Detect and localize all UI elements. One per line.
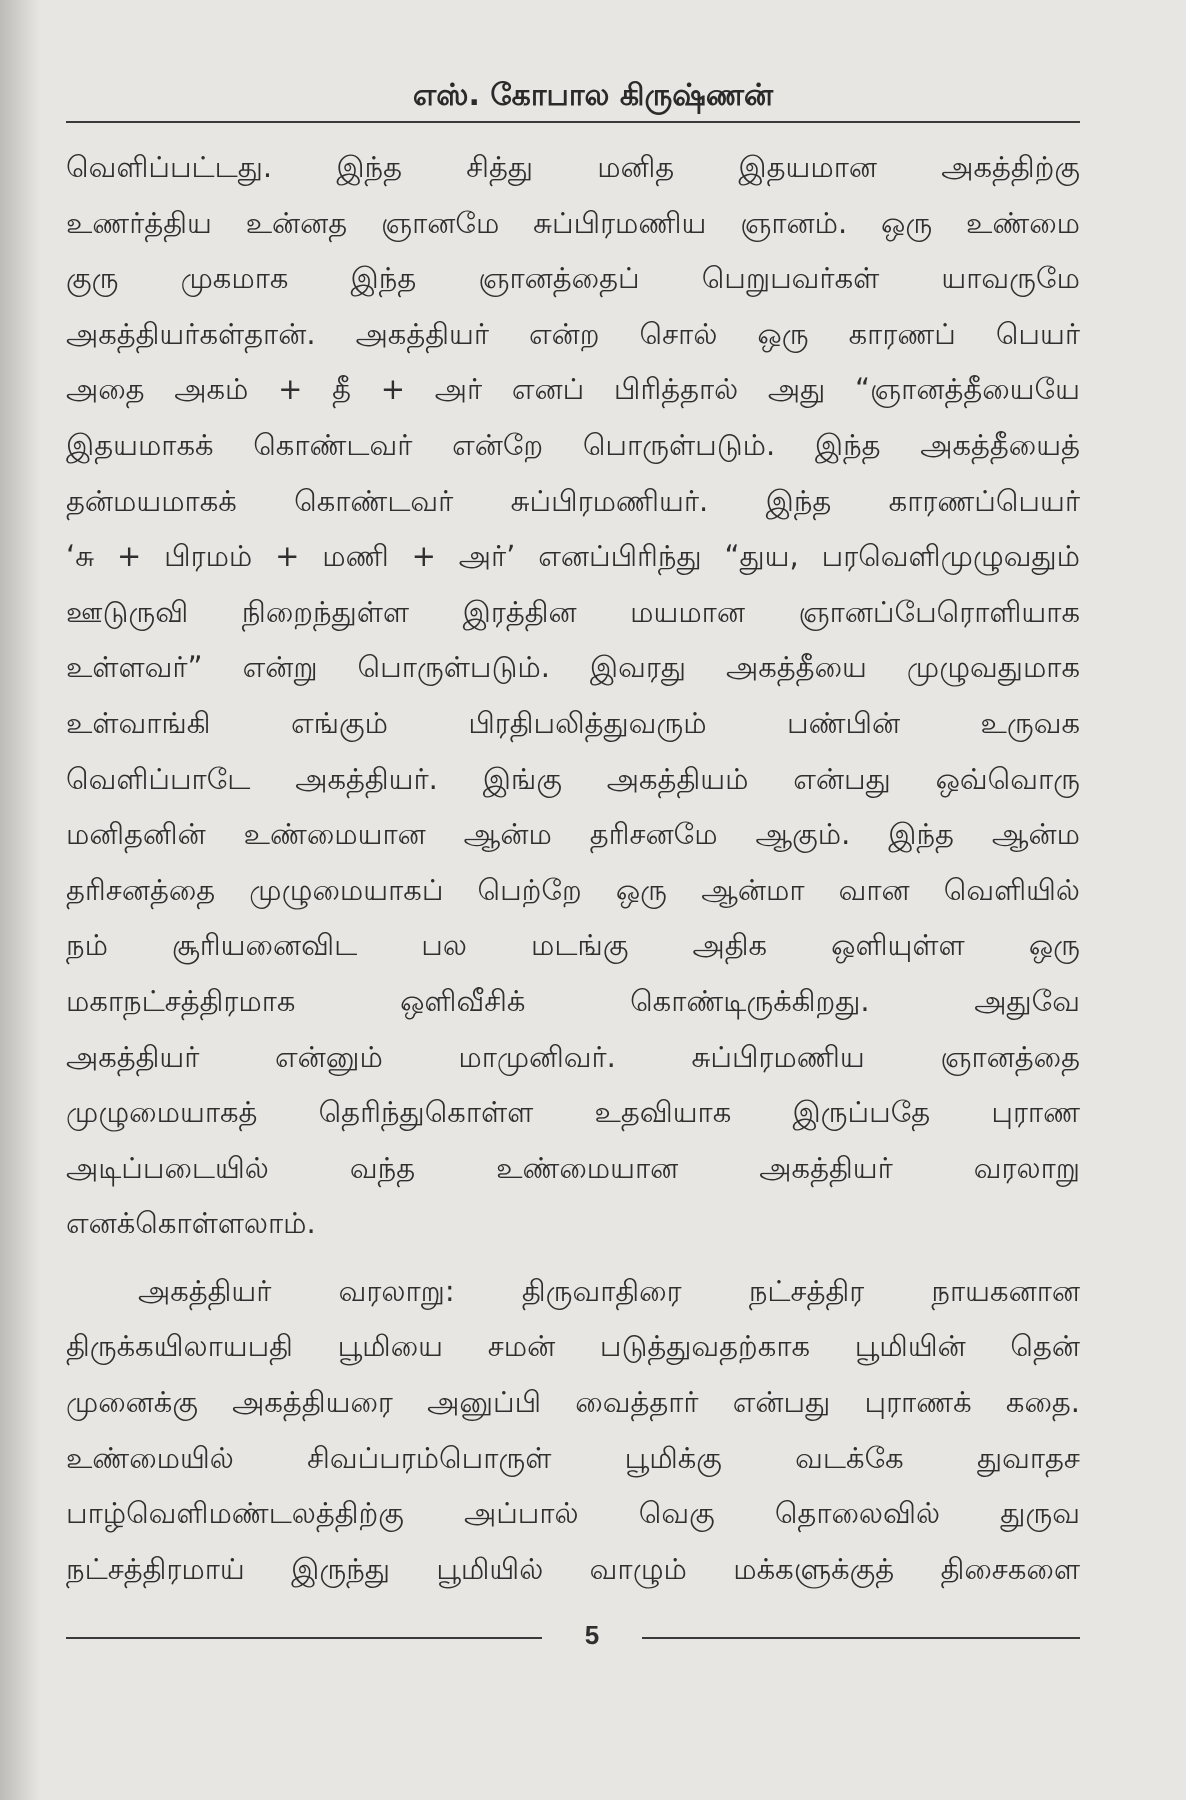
text-line: உள்வாங்கி எங்கும் பிரதிபலித்துவரும் பண்பின் உருவக xyxy=(66,705,1080,740)
paragraph-2 xyxy=(66,1264,1080,1598)
text-line: முழுமையாகத் தெரிந்துகொள்ள உதவியாக இருப்பதே புராண xyxy=(66,1095,1080,1130)
text-line: வெளிப்பாடே அகத்தியர். இங்கு அகத்தியம் என்பது ஒவ்வொரு xyxy=(66,761,1080,796)
footer-rule-right xyxy=(642,1637,1080,1639)
page-body xyxy=(66,140,1080,1597)
text-line: அகத்தியர் வரலாறு: திருவாதிரை நட்சத்திர நாயகனான xyxy=(138,1273,1080,1308)
paragraph-1 xyxy=(66,140,1080,1252)
text-line: முனைக்கு அகத்தியரை அனுப்பி வைத்தார் என்பது புராணக் கதை. xyxy=(66,1385,1080,1420)
text-line: மனிதனின் உண்மையான ஆன்ம தரிசனமே ஆகும். இந்த ஆன்ம xyxy=(66,817,1080,852)
text-line: அதை அகம் + தீ + அர் எனப் பிரித்தால் அது “ஞானத்தீயையே xyxy=(66,372,1080,407)
text-line: உணர்த்திய உன்னத ஞானமே சுப்பிரமணிய ஞானம். ஒரு உண்மை xyxy=(66,205,1080,240)
text-line: நட்சத்திரமாய் இருந்து பூமியில் வாழும் மக்களுக்குத் திசைகளை xyxy=(66,1551,1080,1586)
running-header-author: எஸ். கோபால கிருஷ்ணன் xyxy=(412,78,774,113)
text-line: மகாநட்சத்திரமாக ஒளிவீசிக் கொண்டிருக்கிறது. அதுவே xyxy=(66,983,1080,1018)
text-line: உண்மையில் சிவப்பரம்பொருள் பூமிக்கு வடக்கே துவாதச xyxy=(66,1440,1080,1475)
text-line: இதயமாகக் கொண்டவர் என்றே பொருள்படும். இந்த அகத்தீயைத் xyxy=(66,427,1080,462)
text-line: ஊடுருவி நிறைந்துள்ள இரத்தின மயமான ஞானப்பேரொளியாக xyxy=(66,594,1080,629)
text-line: குரு முகமாக இந்த ஞானத்தைப் பெறுபவர்கள் யாவருமே xyxy=(66,261,1080,296)
footer-rule-left xyxy=(66,1637,542,1639)
page-number: 5 xyxy=(584,1620,600,1650)
text-line: அகத்தியர் என்னும் மாமுனிவர். சுப்பிரமணிய ஞானத்தை xyxy=(66,1039,1080,1074)
text-line: தரிசனத்தை முழுமையாகப் பெற்றே ஒரு ஆன்மா வான வெளியில் xyxy=(66,872,1080,907)
page-edge-shadow xyxy=(0,0,40,1800)
text-line: ‘சு + பிரமம் + மணி + அர்’ எனப்பிரிந்து “துய, பரவெளிமுழுவதும் xyxy=(66,539,1080,574)
text-line: திருக்கயிலாயபதி பூமியை சமன் படுத்துவதற்காக பூமியின் தென் xyxy=(66,1329,1080,1364)
text-line: அகத்தியர்கள்தான். அகத்தியர் என்ற சொல் ஒரு காரணப் பெயர் xyxy=(66,316,1080,351)
text-line: பாழ்வெளிமண்டலத்திற்கு அப்பால் வெகு தொலைவில் துருவ xyxy=(66,1496,1080,1531)
text-line: நம் சூரியனைவிட பல மடங்கு அதிக ஒளியுள்ள ஒரு xyxy=(66,928,1080,963)
text-line: தன்மயமாகக் கொண்டவர் சுப்பிரமணியர். இந்த காரணப்பெயர் xyxy=(66,483,1080,518)
text-line: அடிப்படையில் வந்த உண்மையான அகத்தியர் வரலாறு xyxy=(66,1150,1080,1185)
text-line: உள்ளவர்” என்று பொருள்படும். இவரது அகத்தீயை முழுவதுமாக xyxy=(66,650,1080,685)
text-line: எனக்கொள்ளலாம். xyxy=(66,1206,316,1241)
text-line: வெளிப்பட்டது. இந்த சித்து மனித இதயமான அகத்திற்கு xyxy=(66,150,1080,184)
header-rule xyxy=(66,121,1080,123)
